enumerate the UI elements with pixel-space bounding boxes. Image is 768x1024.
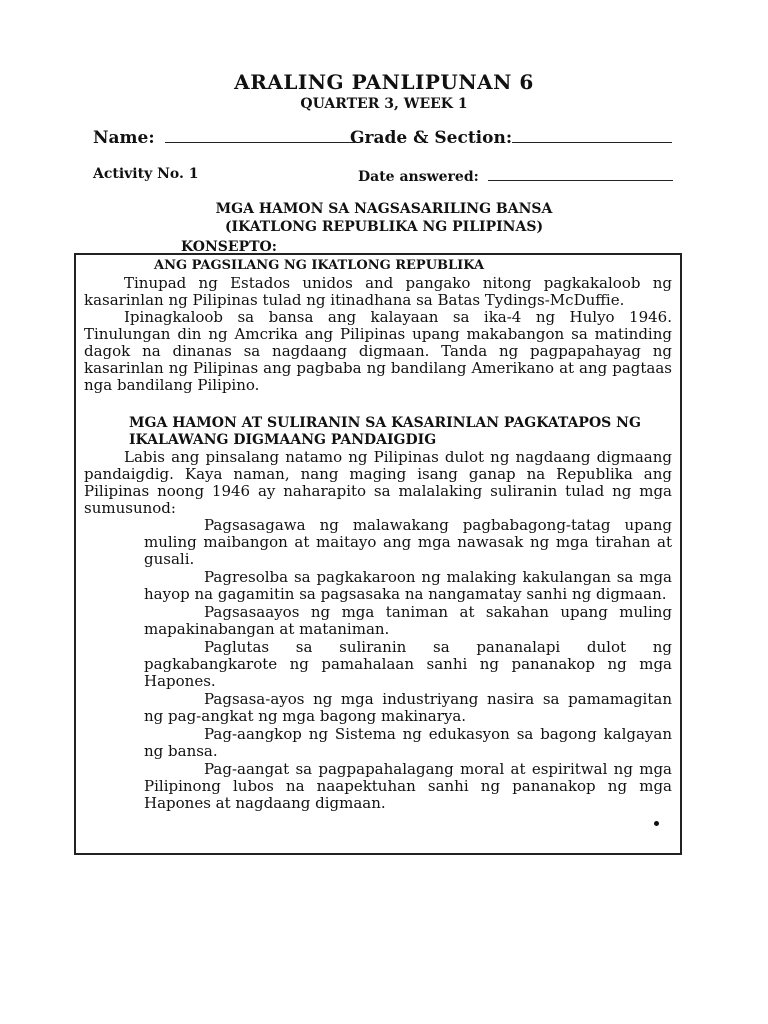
concept-heading-1: ANG PAGSILANG NG IKATLONG REPUBLIKA [154, 258, 485, 273]
concept-paragraph-3: Labis ang pinsalang natamo ng Pilipinas dulot ng nagdaang digmaang pandaigdig. Kaya naman, nang maging isang ganap na Republika ang Pilipinas noong 1946 ay naharapito sa malalaking suliranin tulad ng mga sumusunod: [84, 448, 672, 517]
name-row [93, 128, 513, 148]
list-item: Pagsasagawa ng malawakang pagbabagong-tatag upang muling maibangon at maitayo ang mga nawasak ng mga tirahan at gusali. [144, 516, 672, 568]
concept-box [74, 253, 682, 855]
page-subtitle: QUARTER 3, WEEK 1 [300, 96, 468, 112]
concept-heading-2-line1: MGA HAMON AT SULIRANIN SA KASARINLAN PAGKATAPOS NG [129, 415, 641, 431]
activity-row [93, 166, 479, 185]
list-item: Pag-aangkop ng Sistema ng edukasyon sa bagong kalgayan ng bansa. [144, 725, 672, 760]
date-answered-label: Date answered: [358, 169, 479, 185]
grade-section-label: Grade & Section: [350, 128, 513, 148]
concept-paragraph-2: Ipinagkaloob sa bansa ang kalayaan sa ika-4 ng Hulyo 1946. Tinulungan din ng Amcrika ang Pilipinas upang makabangon sa matinding dagok na dinanas sa nagdaang digmaan. Tanda ng pagpapahayag ng kasarinlan ng Pilipinas ang pagbaba ng bandilang Amerikano at ang pagtaas nga bandilang Pilipino. [84, 308, 672, 394]
list-item: Pagsasaayos ng mga taniman at sakahan upang muling mapakinabangan at mataniman. [144, 603, 672, 638]
list-item: Pagsasa-ayos ng mga industriyang nasira sa pamamagitan ng pag-angkat ng mga bagong makinarya. [144, 690, 672, 725]
konsepto-label: KONSEPTO: [181, 239, 277, 255]
grade-section-field[interactable] [512, 128, 672, 143]
bullet-dot [654, 821, 659, 826]
page-title: ARALING PANLIPUNAN 6 [234, 70, 534, 94]
section-title-line2: (IKATLONG REPUBLIKA NG PILIPINAS) [224, 219, 544, 235]
name-field[interactable] [165, 128, 355, 143]
name-label: Name: [93, 128, 155, 148]
challenges-list [144, 517, 672, 812]
activity-label: Activity No. 1 [93, 166, 199, 182]
concept-paragraph-1: Tinupad ng Estados unidos and pangako nitong pagkakaloob ng kasarinlan ng Pilipinas tulad ng itinadhana sa Batas Tydings-McDuffie. [84, 274, 672, 309]
list-item: Paglutas sa suliranin sa pananalapi dulot ng pagkabangkarote ng pamahalaan sanhi ng pananakop ng mga Hapones. [144, 638, 672, 690]
concept-heading-2-line2: IKALAWANG DIGMAANG PANDAIGDIG [129, 432, 437, 448]
date-answered-field[interactable] [488, 166, 673, 181]
list-item: Pagresolba sa pagkakaroon ng malaking kakulangan sa mga hayop na gagamitin sa pagsasaka na nangamatay sanhi ng digmaan. [144, 568, 672, 603]
list-item: Pag-aangat sa pagpapahalagang moral at espiritwal ng mga Pilipinong lubos na naapektuhan sanhi ng pananakop ng mga Hapones at nagdaang digmaan. [144, 760, 672, 812]
section-title-line1: MGA HAMON SA NAGSASARILING BANSA [215, 201, 553, 217]
